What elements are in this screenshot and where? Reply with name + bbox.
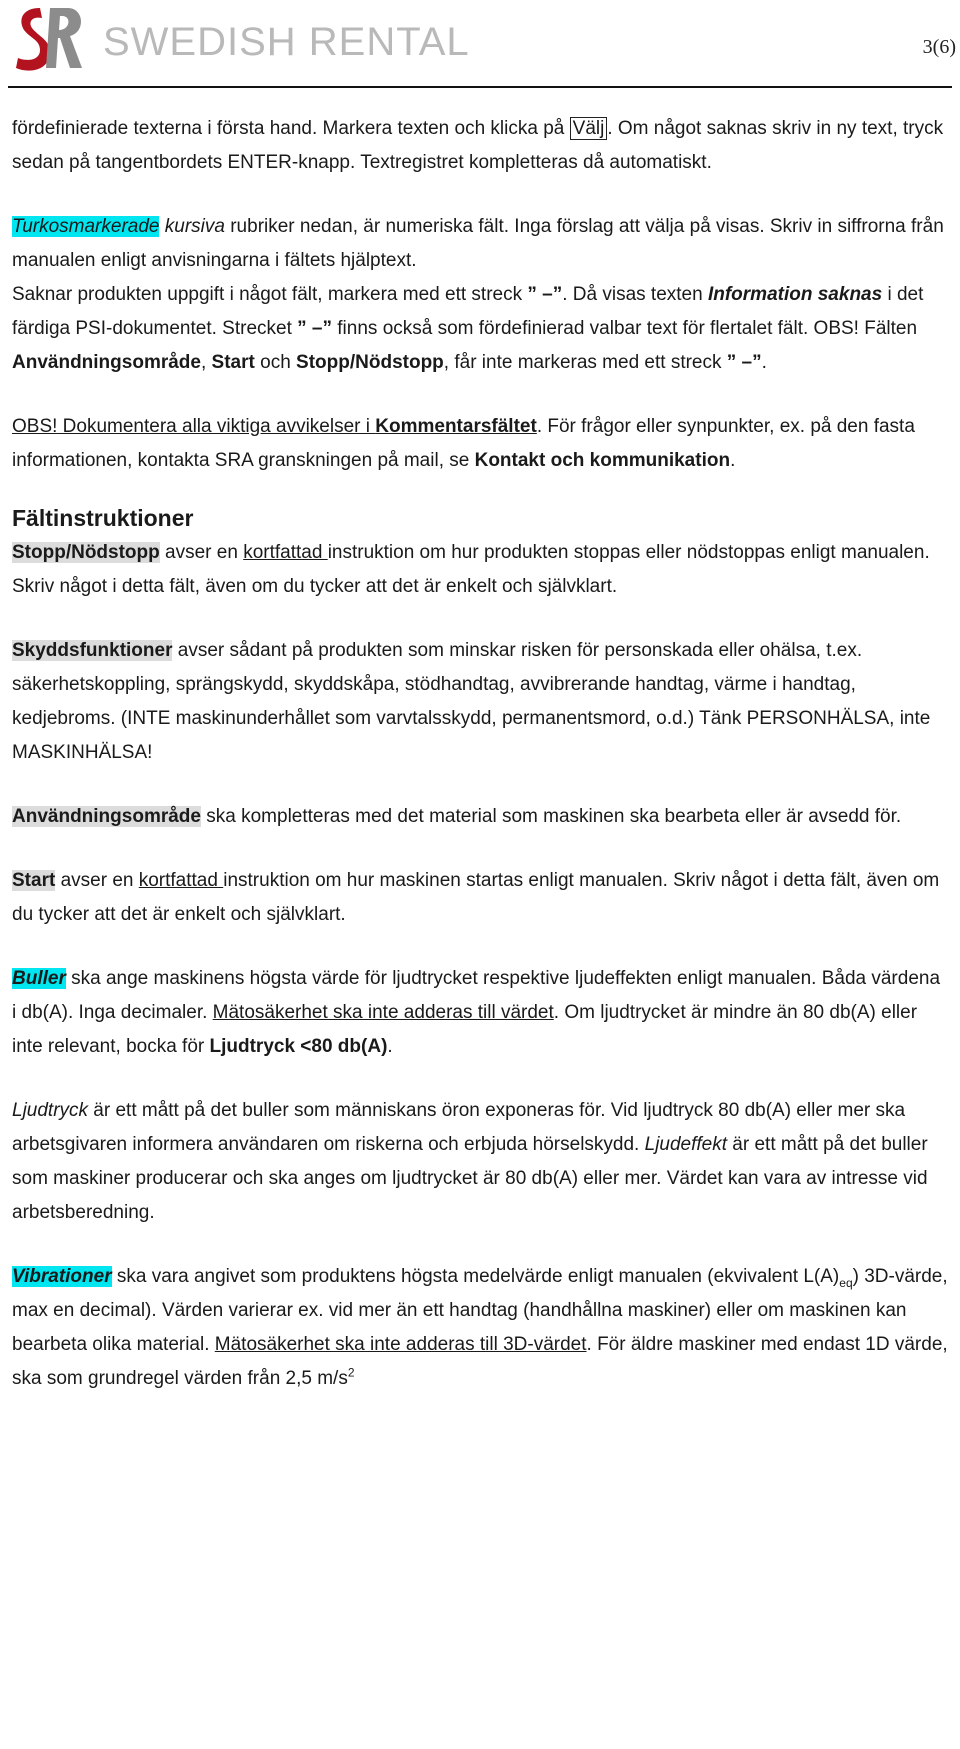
text: Saknar produkten uppgift i något fält, markera med ett streck [12,284,528,305]
text: . Om ljudtrycket är mindre än 80 db(A) eller inte relevant, bocka för [12,1002,918,1057]
text: avser en [159,542,244,563]
field-name: Stopp/Nödstopp [296,352,444,373]
subscript-eq: eq [839,1275,853,1290]
intro-paragraph-3 [12,278,948,380]
brand-name: SWEDISH RENTAL [103,20,470,64]
document-body [12,112,948,1396]
text: Mätosäkerhet ska inte adderas till 3D-värdet [214,1334,587,1355]
buller-paragraph [12,962,948,1064]
text: är ett mått på det buller som maskiner producerar och ska anges om ljudtrycket är 80 db(A) eller mer. Värdet kan vara av intresse vid arbetsberedning. [12,1134,928,1223]
text: är ett mått på det buller som människans öron exponeras för. Vid ljudtryck 80 db(A) eller mer ska arbetsgivaren informera användaren om riskerna och erbjuda hörselskydd. [12,1100,906,1155]
swedish-rental-logo [10,2,90,74]
stopp-paragraph [12,536,948,604]
field-label-buller: Buller [12,968,66,989]
text: . Om något saknas skriv in ny text, tryck sedan på tangentbordets ENTER-knapp. Textregistret kompletteras då automatiskt. [12,118,944,173]
kommentarsfaltet-label: Kommentarsfältet [375,416,537,437]
field-name: Användningsområde [12,352,201,373]
obs-paragraph [12,410,948,478]
text: i det färdiga PSI-dokumentet. Strecket [12,284,924,339]
ljud-paragraph [12,1094,948,1230]
intro-paragraph-1 [12,112,948,180]
superscript-2: 2 [347,1365,355,1380]
text: , får inte markeras med ett streck [443,352,727,373]
text: finns också som fördefinierad valbar text för flertalet fält. [332,318,809,339]
field-label-anvandningsomrade: Användningsområde [12,806,201,827]
information-saknas-label: Information saknas [707,284,883,305]
text-kursiva: kursiva [159,216,225,237]
field-name: Start [211,352,255,373]
term-ljudeffekt: Ljudeffekt [639,1134,728,1155]
page-header [0,0,960,80]
valj-button-reference: Välj [570,117,608,140]
text: . [387,1036,393,1057]
section-title: Fältinstruktioner [12,505,194,531]
text: avser sådant på produkten som minskar risken för personskada eller ohälsa, t.ex. säkerhetskoppling, sprängskydd, skyddskåpa, stödhandtag, avvibrerande handtag, värme i handtag, kedjebroms. (INTE maskinunderhållet som varvtalsskydd, permanentsmord, o.d.) Tänk PERSONHÄLSA, inte MASKINHÄLSA! [12,640,931,763]
text: . [761,352,767,373]
text: avser en [55,870,139,891]
text: instruktion om hur maskinen startas enligt manualen. Skriv något i detta fält, även om du tycker att det är enkelt och självklart. [12,870,940,925]
text: ska ange maskinens högsta värde för ljudtrycket respektive ljudeffekten enligt manualen. Båda värdena i db(A). Inga decimaler. [12,968,941,1023]
text: ska kompletteras med det material som maskinen ska bearbeta eller är avsedd för. [200,806,902,827]
anv-paragraph [12,800,948,834]
text: kortfattad [138,870,224,891]
text: kortfattad [243,542,328,563]
term-ljudtryck: Ljudtryck [12,1100,89,1121]
text: ska vara angivet som produktens högsta medelvärde enligt manualen (ekvivalent L(A) [111,1266,840,1287]
text: ) 3D-värde, max en decimal). Värden varierar ex. vid mer än ett handtag (handhållna maskiner) eller om maskinen kan bearbeta olika material. [12,1266,948,1355]
text: rubriker nedan, är numeriska fält. Inga förslag att välja på visas. [224,216,765,237]
text: . För äldre maskiner med endast 1D värde, ska som grundregel värden från 2,5 m/s [12,1334,948,1389]
text: och [254,352,297,373]
text: Skriv in siffrorna från manualen enligt anvisningarna i fältets hjälptext. [12,216,944,271]
page-number: 3(6) [922,36,956,58]
text: Fälten [858,318,918,339]
dash-marker: ” –” [527,284,563,305]
vib-paragraph [12,1260,948,1396]
header-rule [8,86,952,88]
text: . För frågor eller synpunkter, ex. på den fasta informationen, kontakta SRA granskningen på mail, se [12,416,915,471]
text: , [200,352,212,373]
field-label-vibrationer: Vibrationer [12,1266,112,1287]
text: Mätosäkerhet ska inte adderas till värdet [212,1002,554,1023]
skydd-paragraph [12,634,948,770]
text: Dokumentera alla viktiga avvikelser i [57,416,376,437]
text: instruktion om hur produkten stoppas eller nödstoppas enligt manualen. Skriv något i detta fält, även om du tycker att det är enkelt och självklart. [12,542,930,597]
start-paragraph [12,864,948,932]
dash-marker: ” –” [297,318,332,339]
field-label-start: Start [12,870,56,891]
obs-label: OBS! [808,318,859,339]
dash-marker: ” –” [726,352,762,373]
text: fördefinierade texterna i första hand. Markera texten och klicka på [12,118,570,139]
ljudtryck-checkbox-label: Ljudtryck <80 db(A) [209,1036,388,1057]
kontakt-link-text: Kontakt och kommunikation [474,450,731,471]
intro-paragraph-2 [12,210,948,278]
field-label-stopp: Stopp/Nödstopp [12,542,160,563]
obs-label: OBS! [12,416,58,437]
text: . [730,450,736,471]
field-label-skydd: Skyddsfunktioner [12,640,173,661]
highlight-turkos: Turkosmarkerade [12,216,160,237]
text: . Då visas texten [562,284,708,305]
